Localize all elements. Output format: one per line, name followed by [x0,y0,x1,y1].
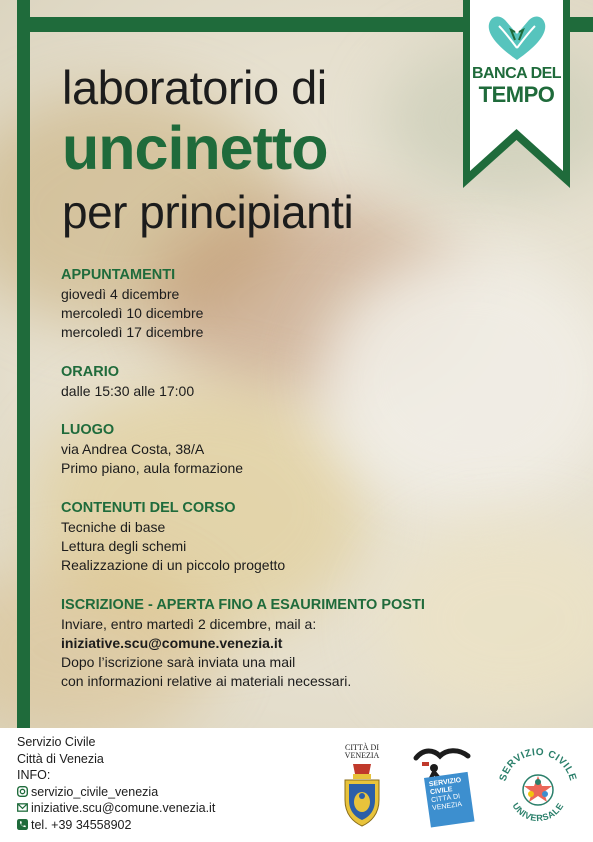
servizio-civile-venezia-logo [412,744,472,836]
title-line-3: per principianti [62,186,354,238]
date-line: giovedì 4 dicembre [61,286,180,302]
content-line: Lettura degli schemi [61,538,187,554]
phone-icon [17,819,28,830]
iscrizione-line: con informazioni relative ai materiali necessari. [61,673,352,689]
section-luogo [61,421,243,478]
sc-logo-text-3: CITTÀ DI [430,793,461,805]
sc-logo-text-2: CIVILE [429,786,453,797]
section-contenuti [61,499,285,575]
venezia-coat-of-arms-icon [341,760,383,830]
section-heading: APPUNTAMENTI [61,267,176,283]
title-line-1: laboratorio di [62,61,327,114]
citta-di-venezia-logo [341,744,383,832]
sc-logo-text-4: VENEZIA [431,801,463,813]
heart-hands-icon [485,10,549,62]
scu-top-text: SERVIZIO CIVILE [497,746,579,783]
footer-contacts [17,734,215,833]
date-line: mercoledì 17 dicembre [61,324,204,340]
section-heading: ISCRIZIONE - APERTA FINO A ESAURIMENTO POSTI [61,597,425,613]
section-heading: LUOGO [61,422,115,438]
address-line: Primo piano, aula formazione [61,460,244,476]
venezia-logo-text-2: VENEZIA [344,751,380,760]
instagram-handle: servizio_civile_venezia [31,784,159,799]
email-address: iniziative.scu@comune.venezia.it [31,801,216,815]
section-orario [61,363,194,401]
green-frame-vertical [17,0,30,842]
content-line: Realizzazione di un piccolo progetto [61,557,286,573]
section-heading: CONTENUTI DEL CORSO [61,500,236,516]
date-line: mercoledì 10 dicembre [61,305,204,321]
banca-del-tempo-badge [463,0,570,188]
phone-contact[interactable] [17,817,215,834]
servizio-civile-universale-logo [497,738,579,836]
address-line: via Andrea Costa, 38/A [61,441,205,457]
phone-number: tel. +39 34558902 [31,817,132,832]
iscrizione-email-link[interactable]: iniziative.scu@comune.venezia.it [61,635,283,651]
servizio-civile-blue-panel [424,772,475,828]
mail-icon [17,802,28,813]
org-name-line: Servizio Civile [17,735,96,749]
instagram-contact[interactable] [17,784,215,801]
scu-circle-emblem-icon [497,738,579,836]
content-line: Tecniche di base [61,519,166,535]
iscrizione-line: Inviare, entro martedì 2 dicembre, mail a: [61,616,317,632]
email-contact[interactable] [17,800,215,817]
venezia-logo-text-1: CITTÀ DI [345,743,379,752]
instagram-icon [17,786,28,797]
scu-bottom-text: UNIVERSALE [510,801,566,824]
info-label: INFO: [17,768,51,782]
footer [0,728,593,842]
title-line-2: uncinetto [62,114,328,182]
iscrizione-line: Dopo l’iscrizione sarà inviata una mail [61,654,296,670]
section-heading: ORARIO [61,364,119,380]
badge-line-2: TEMPO [478,82,555,107]
org-name-line: Città di Venezia [17,751,104,766]
sc-logo-text-1: SERVIZIO [428,776,462,789]
section-iscrizione [61,596,425,691]
time-line: dalle 15:30 alle 17:00 [61,383,195,399]
badge-line-1: BANCA DEL [471,65,562,82]
section-appuntamenti [61,266,203,342]
